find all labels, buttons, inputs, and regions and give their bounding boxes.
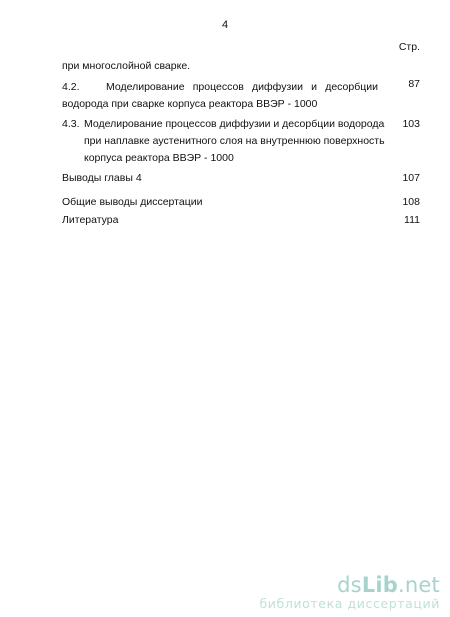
toc-entry-title-line: водорода при сварке корпуса реактора ВВЭР - 1000 bbox=[62, 98, 318, 110]
page-number: 4 bbox=[221, 19, 229, 31]
pages-column-header: Стр. bbox=[398, 41, 420, 53]
toc-entry-number: 4.3. bbox=[62, 118, 80, 130]
watermark-logo-main: Lib bbox=[361, 573, 399, 597]
watermark-subtitle: библиотека диссертаций bbox=[259, 596, 440, 611]
toc-entry-page: 108 bbox=[402, 196, 420, 208]
toc-entry-title: Общие выводы диссертации bbox=[62, 196, 203, 208]
watermark-logo-suffix: .net bbox=[398, 573, 440, 597]
toc-entry-title-line: корпуса реактора ВВЭР - 1000 bbox=[84, 152, 234, 164]
toc-entry-page: 103 bbox=[402, 118, 420, 130]
watermark bbox=[260, 574, 441, 611]
watermark-logo-prefix: ds bbox=[337, 573, 362, 597]
toc-entry-page: 111 bbox=[404, 214, 420, 226]
watermark-logo bbox=[260, 574, 441, 596]
toc-entry-title-line: Моделирование процессов диффузии и десорбции водорода bbox=[84, 118, 385, 130]
toc-entry-title: Выводы главы 4 bbox=[62, 172, 142, 184]
toc-entry-page: 107 bbox=[402, 172, 420, 184]
toc-entry-title-line: при наплавке аустенитного слоя на внутреннюю поверхность bbox=[84, 135, 385, 147]
toc-entry-page: 87 bbox=[408, 78, 420, 90]
toc-entry-title: Литература bbox=[62, 214, 119, 226]
toc-entry-title-line: Моделирование процессов диффузии и десорбции bbox=[106, 81, 378, 93]
toc-entry-number: 4.2. bbox=[62, 81, 80, 93]
toc-continued-line: при многослойной сварке. bbox=[62, 60, 191, 72]
